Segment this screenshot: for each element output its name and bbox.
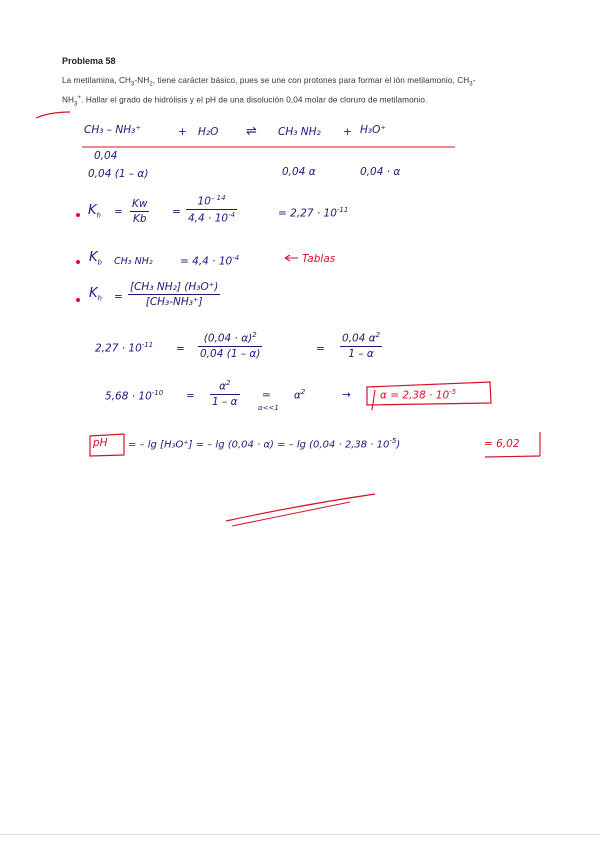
equals-1: = — [114, 206, 123, 218]
equilibrium-reactant: 0,04 (1 – α) — [88, 168, 149, 180]
equilibrium-arrow: ⇌ — [246, 124, 257, 139]
plus-sign-1: + — [178, 126, 187, 138]
fraction-alpha-squared: $\frac{\alpha^2}{1 - \alpha}$ — [212, 379, 238, 408]
equals-4: = — [176, 343, 185, 355]
problem-statement-line-1: La metilamina, $CH_3-NH_2$, tiene carácter básico, pues se une con protones para formar el ión metilamonio, $CH_3-$ — [62, 76, 476, 88]
kh-symbol: $K_h$ — [88, 203, 101, 220]
ph-label: pH — [93, 437, 108, 449]
tables-note: Tablas — [302, 253, 336, 265]
plus-sign-2: + — [343, 126, 352, 138]
problem-statement-line-2: $NH_3^+$. Hallar el grado de hidrólisis y el pH de una disolución 0,04 molar de cloruro de metilamonio. — [62, 95, 428, 108]
reactant-water: H₂O — [198, 126, 219, 138]
red-scribble-bottom-1 — [226, 494, 375, 521]
ratio-line: $5,68 \cdot 10^{-10}$ — [105, 389, 164, 403]
reactant-methylammonium: CH₃ – NH₃⁺ — [84, 124, 141, 136]
red-scribble-top — [36, 112, 70, 118]
product-methylamine: CH₃ NH₂ — [278, 126, 321, 138]
ph-expression: = – lg [H₃O⁺] = – lg (0,04 · α) = – $\lg (0,04 \cdot 2,38 \cdot 10^{-5})$ — [128, 437, 401, 451]
equals-5: = — [316, 343, 325, 355]
kb-value: = $4,4 \cdot 10^{-4}$ — [180, 254, 240, 268]
kb-symbol: $K_b$ — [89, 250, 102, 267]
bullet-1 — [76, 213, 80, 217]
fraction-numeric-kh: $\frac{10^{- 14}}{4,4 \cdot 10^{-4}}$ — [188, 194, 236, 224]
tables-arrow — [285, 255, 298, 261]
initial-concentration: 0,04 — [94, 150, 118, 162]
alpha-result: $\alpha = 2,38 \cdot 10^{-5}$ — [380, 388, 457, 402]
implies-arrow: → — [342, 389, 351, 401]
kh-symbol-2: $K_h$ — [89, 286, 102, 303]
bullet-3 — [76, 298, 80, 302]
problem-title: Problema 58 — [62, 56, 116, 66]
alpha-squared: $\alpha^2$ — [294, 388, 306, 402]
equals-3: = — [114, 291, 123, 303]
equals-2: = — [172, 206, 181, 218]
red-scribble-bottom-2 — [232, 502, 350, 526]
fraction-kh-expression: $\frac{\text{[CH₃ NH₂] (H₃O⁺)}}{\text{[CH₃-NH₃⁺]}}$ — [130, 281, 219, 308]
fraction-kw-over-kb: $\frac{Kw}{Kb}$ — [132, 198, 148, 225]
ph-result: = 6,02 — [484, 438, 520, 450]
kh-value: = $2,27 \cdot 10^{-11}$ — [278, 206, 349, 220]
fraction-alpha-full: $\frac{(0,04 \cdot \alpha)^2}{0,04 (1 - \alpha)}$ — [200, 331, 261, 360]
page-bottom-edge — [0, 834, 600, 835]
bullet-2 — [76, 260, 80, 264]
kb-species: CH₃ NH₂ — [114, 256, 153, 267]
approx-condition: α<<1 — [258, 404, 279, 412]
equals-6: = — [186, 390, 195, 402]
equilibrium-product-2: 0,04 · α — [360, 166, 401, 178]
ph-result-underline — [485, 456, 540, 457]
kh-numeric-line: $2,27 \cdot 10^{-11}$ — [95, 341, 154, 355]
fraction-alpha-simplified: $\frac{0,04 \alpha^2}{1 - \alpha}$ — [342, 331, 381, 360]
equilibrium-product-1: 0,04 α — [282, 166, 316, 178]
product-hydronium: H₃O⁺ — [360, 124, 386, 136]
approx-sign: ≃ — [262, 389, 271, 401]
